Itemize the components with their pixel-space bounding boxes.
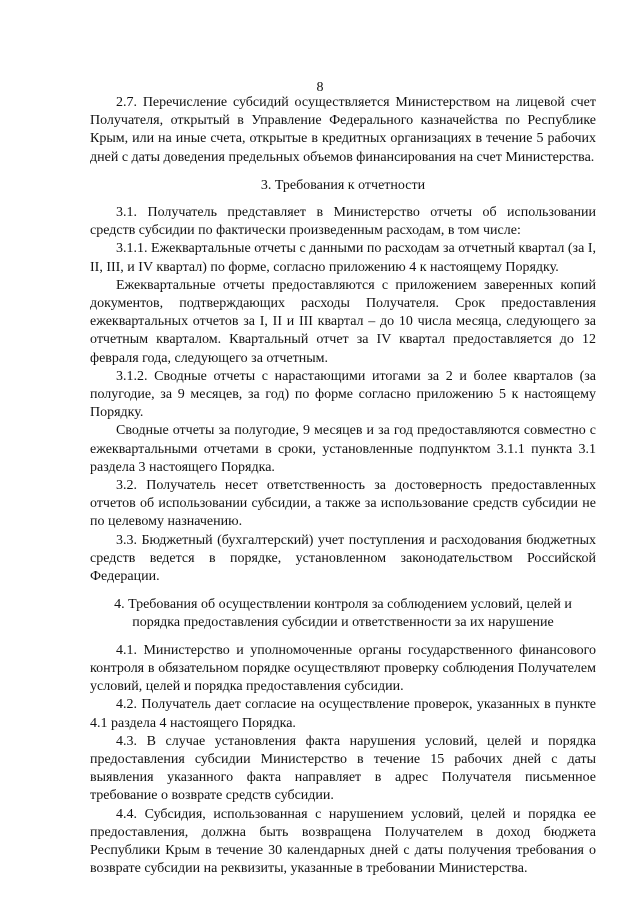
paragraph-3-1: 3.1. Получатель представляет в Министерство отчеты об использовании средств субсидии по фактически произведенным расходам, в том числе: [90, 205, 596, 239]
paragraph-4-2: 4.2. Получатель дает согласие на осуществление проверок, указанных в пункте 4.1 раздела 4 настоящего Порядка. [90, 697, 596, 731]
paragraph-3-1-1-continued: Ежеквартальные отчеты предоставляются с приложением заверенных копий документов, подтверждающих расходы Получателя. Срок предоставления ежеквартальных отчетов за I, II и III квартал – до 10 числа месяца, следующего за отчетным кварталом. Квартальный отчет за IV квартал предоставляется до 12 февраля года, следующего за отчетным. [90, 277, 596, 366]
paragraph-3-1-2-continued: Сводные отчеты за полугодие, 9 месяцев и за год предоставляются совместно с ежеквартальными отчетами в сроки, установленные подпунктом 3.1.1 пункта 3.1 раздела 3 настоящего Порядка. [90, 423, 596, 475]
paragraph-3-2: 3.2. Получатель несет ответственность за достоверность предоставленных отчетов об использовании субсидии, а также за использование средств субсидии не по целевому назначению. [90, 478, 596, 530]
paragraph-3-1-2: 3.1.2. Сводные отчеты с нарастающими итогами за 2 и более кварталов (за полугодие, за 9 месяцев, за год) по форме согласно приложению 5 к настоящему Порядку. [90, 368, 596, 421]
paragraph-3-1-1: 3.1.1. Ежеквартальные отчеты с данными по расходам за отчетный квартал (за I, II, III, и IV квартал) по форме, согласно приложению 4 к настоящему Порядку. [90, 241, 596, 275]
paragraph-4-1: 4.1. Министерство и уполномоченные органы государственного финансового контроля в обязательном порядке осуществляют проверку соблюдения Получателем условий, целей и порядка предоставления субсидии. [90, 642, 596, 695]
section-4-heading-line-1: 4. Требования об осуществлении контроля за соблюдением условий, целей и [114, 597, 572, 613]
paragraph-2-7: 2.7. Перечисление субсидий осуществляется Министерством на лицевой счет Получателя, открытый в Управление Федерального казначейства по Республике Крым, или на иные счета, открытые в кредитных организациях в течение 5 рабочих дней с даты доведения предельных объемов финансирования на счет Министерства. [90, 95, 596, 165]
paragraph-3-3: 3.3. Бюджетный (бухгалтерский) учет поступления и расходования бюджетных средств ведется в порядке, установленном законодательством Российской Федерации. [90, 532, 596, 585]
section-4-heading [90, 596, 596, 632]
paragraph-4-3: 4.3. В случае установления факта нарушения условий, целей и порядка предоставления субсидии Министерство в течение 15 рабочих дней с даты выявления указанного факта направляет в адрес Получателя письменное требование о возврате средств субсидии. [90, 733, 596, 804]
section-3-heading: 3. Требования к отчетности [260, 177, 426, 193]
page-number: 8 [316, 80, 324, 95]
section-4-heading-line-2: порядка предоставления субсидии и ответственности за их нарушение [132, 615, 554, 631]
paragraph-4-4: 4.4. Субсидия, использованная с нарушением условий, целей и порядка ее предоставления, должна быть возвращена Получателем в доход бюджета Республики Крым в течение 30 календарных дней с даты получения требования о возврате субсидии на реквизиты, указанные в требовании Министерства. [90, 806, 596, 877]
document-body [90, 94, 596, 878]
